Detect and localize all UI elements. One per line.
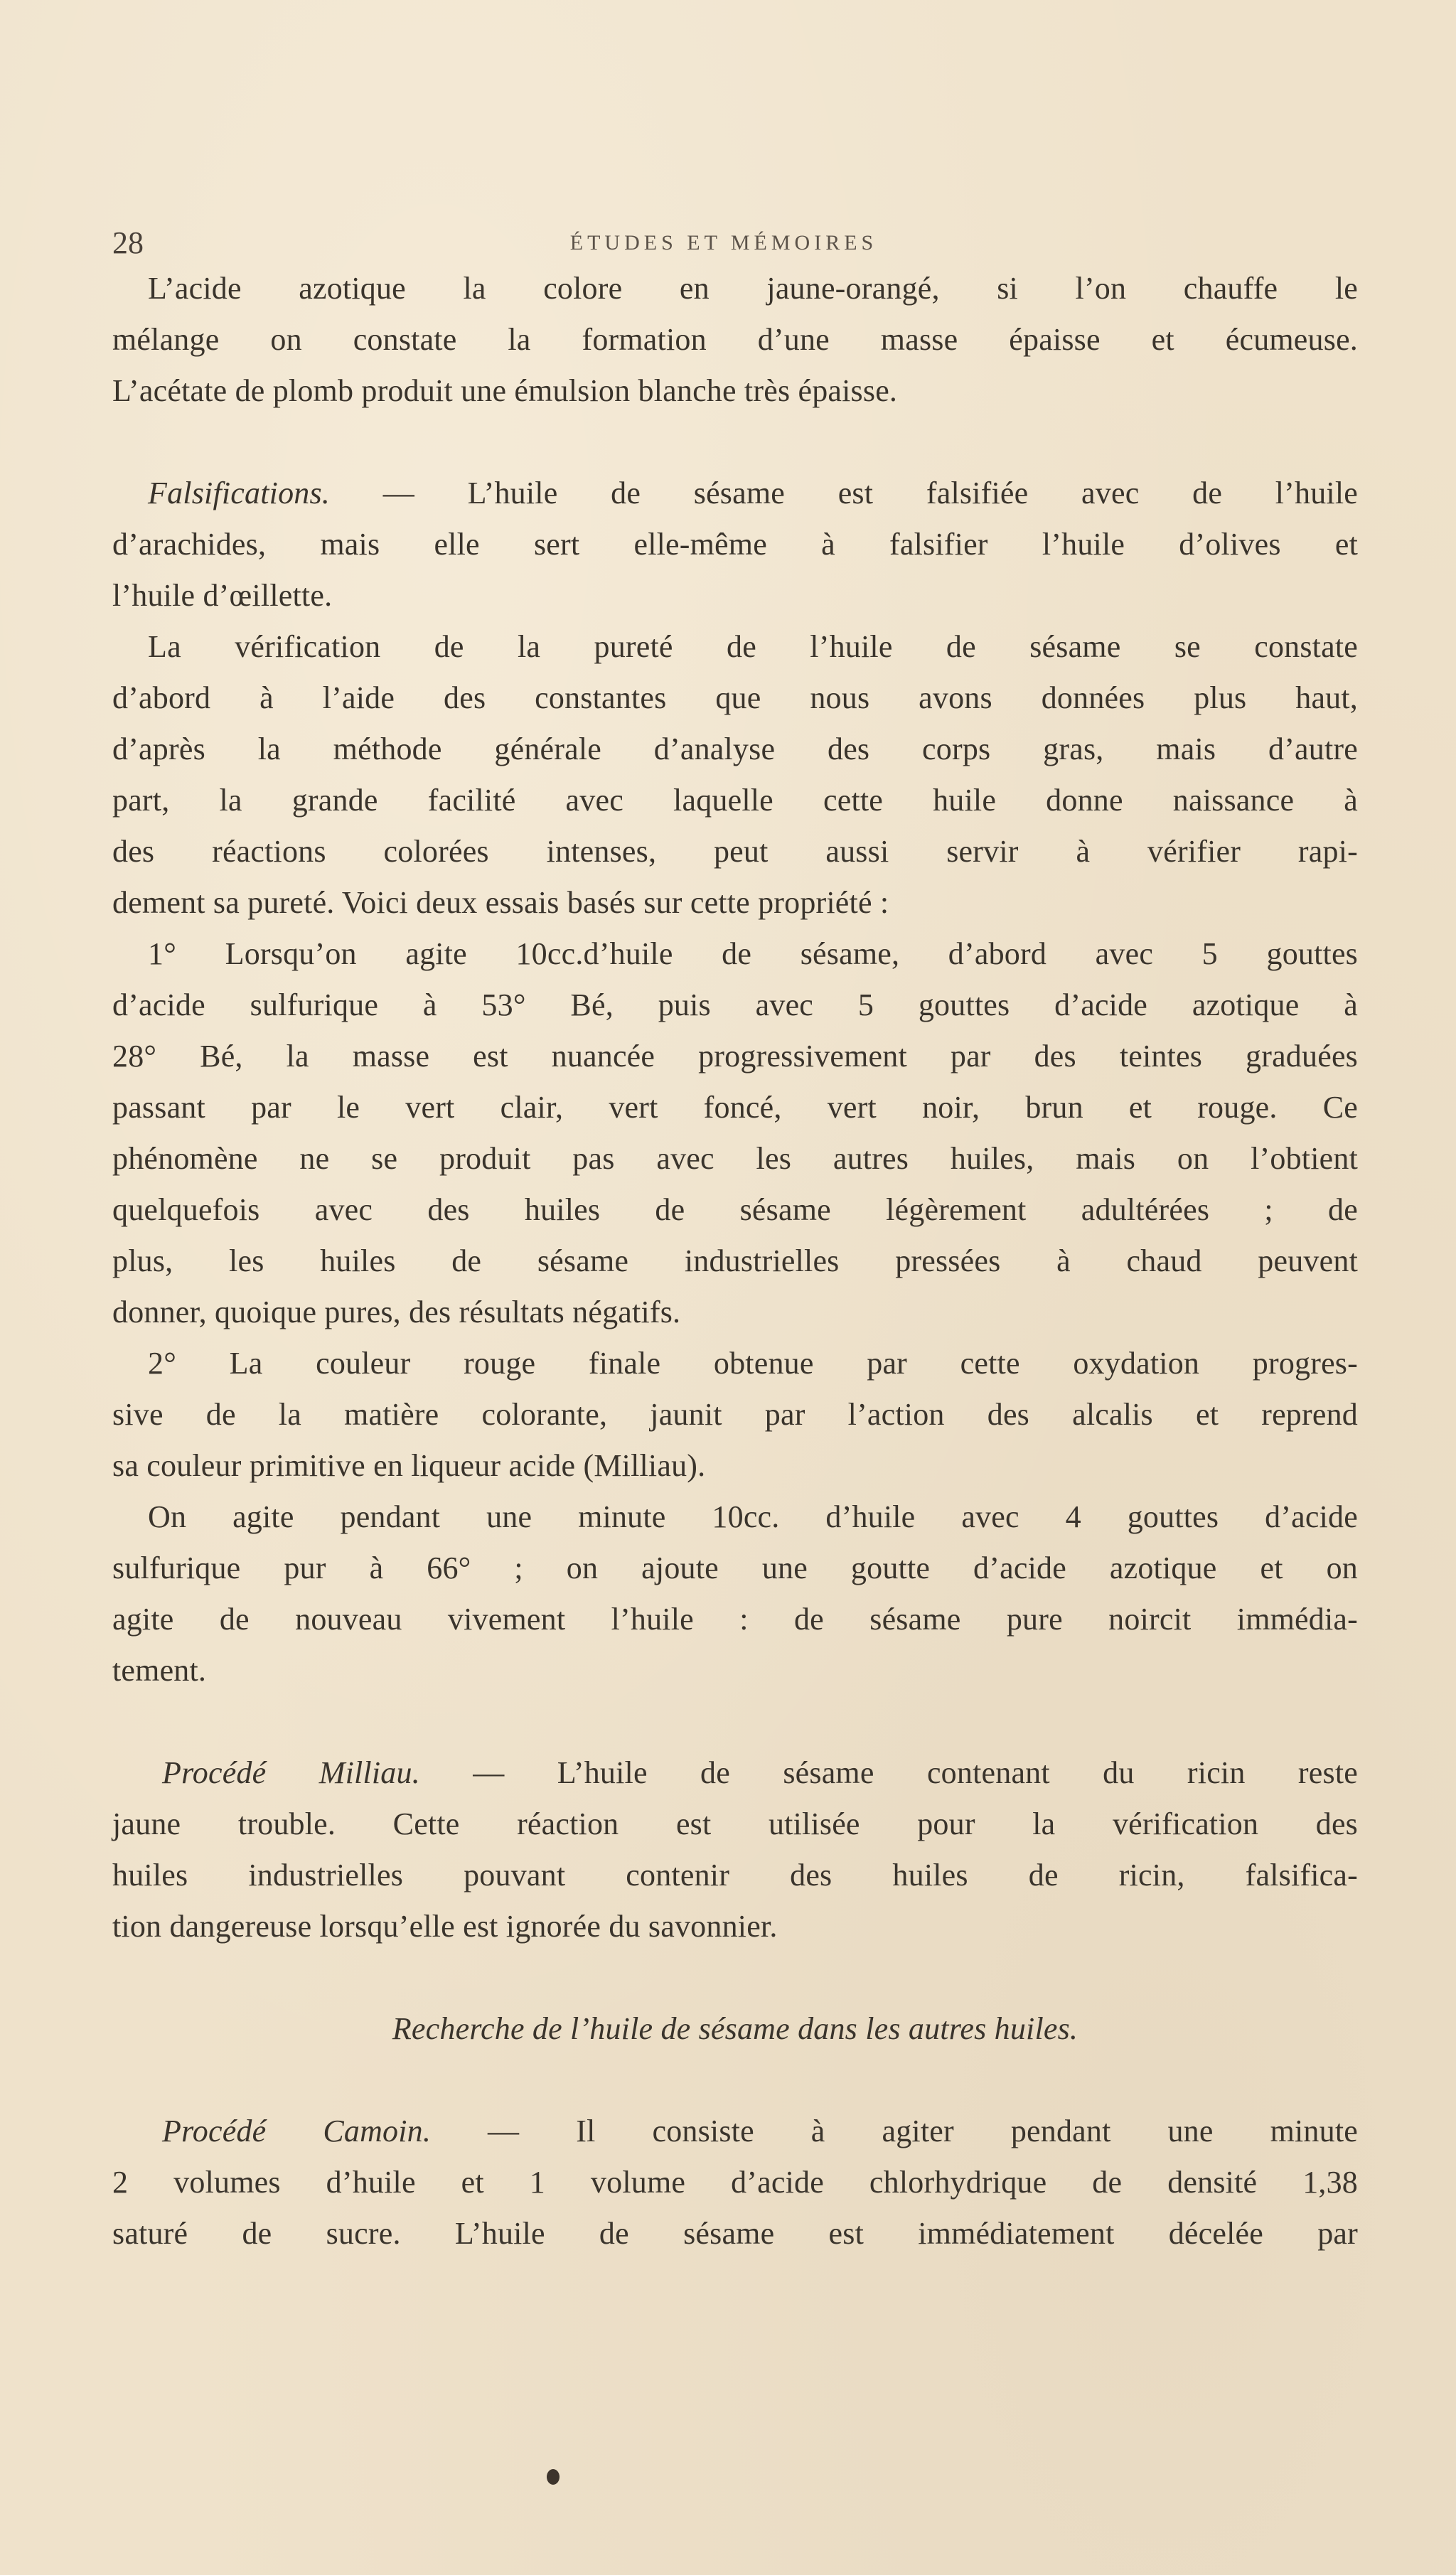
text-run: dement sa pureté. Voici deux essais basés sur cette propriété : <box>112 885 889 920</box>
text-line <box>112 1236 1358 1287</box>
text-run: sa couleur primitive en liqueur acide (Milliau). <box>112 1448 706 1483</box>
text-run: d’arachides, mais elle sert elle-même à falsifier l’huile d’olives et <box>112 527 1358 562</box>
text-line <box>112 1184 1358 1236</box>
text-run: l’huile d’œillette. <box>112 578 333 613</box>
text-run: passant par le vert clair, vert foncé, vert noir, brun et rouge. Ce <box>112 1090 1358 1125</box>
text-run: saturé de sucre. L’huile de sésame est immédiatement décelée par <box>112 2216 1358 2251</box>
text-line <box>112 928 1358 980</box>
text-run: — Il consiste à agiter pendant une minute <box>431 2114 1358 2148</box>
text-run: — L’huile de sésame contenant du ricin reste <box>419 1755 1358 1790</box>
text-run: d’après la méthode générale d’analyse des corps gras, mais d’autre <box>112 732 1358 766</box>
text-run: 28° Bé, la masse est nuancée progressivement par des teintes graduées <box>112 1039 1358 1074</box>
text-line <box>112 1031 1358 1082</box>
text-run: part, la grande facilité avec laquelle cette huile donne naissance à <box>112 783 1358 818</box>
italic-run-in-heading: Procédé Camoin. <box>162 2114 432 2148</box>
text-line <box>112 1133 1358 1184</box>
text-run: sulfurique pur à 66° ; on ajoute une goutte d’acide azotique et on <box>112 1551 1358 1585</box>
text-run: sive de la matière colorante, jaunit par l’action des alcalis et reprend <box>112 1397 1358 1432</box>
text-line <box>112 1850 1358 1901</box>
text-line <box>112 1492 1358 1543</box>
section-heading <box>112 2003 1358 2055</box>
text-line <box>112 1082 1358 1133</box>
text-run: Recherche de l’huile de sésame dans les autres huiles. <box>392 2011 1078 2046</box>
text-line <box>112 775 1358 826</box>
text-line <box>112 1594 1358 1645</box>
text-line <box>112 1901 1358 1952</box>
text-line <box>112 314 1358 365</box>
text-line <box>112 1747 1358 1799</box>
ink-spot <box>547 2469 560 2485</box>
running-header <box>112 222 1335 264</box>
text-line <box>112 1543 1358 1594</box>
text-run: La vérification de la pureté de l’huile de sésame se constate <box>148 629 1358 664</box>
paragraph-gap <box>112 2055 1358 2106</box>
text-line <box>112 2208 1358 2259</box>
text-line <box>112 519 1358 570</box>
text-run: mélange on constate la formation d’une masse épaisse et écumeuse. <box>112 322 1358 357</box>
text-run: des réactions colorées intenses, peut aussi servir à vérifier rapi- <box>112 834 1358 869</box>
text-run: tement. <box>112 1653 207 1688</box>
text-line <box>112 1389 1358 1440</box>
text-line <box>112 1338 1358 1389</box>
text-line <box>112 826 1358 877</box>
text-line <box>112 1287 1358 1338</box>
text-run: 2° La couleur rouge finale obtenue par cette oxydation progres- <box>148 1346 1358 1381</box>
text-line <box>112 2157 1358 2208</box>
text-line <box>112 263 1358 314</box>
text-line <box>112 468 1358 519</box>
text-line <box>112 1799 1358 1850</box>
text-run: donner, quoique pures, des résultats négatifs. <box>112 1295 681 1329</box>
text-line <box>112 2106 1358 2157</box>
text-run: phénomène ne se produit pas avec les autres huiles, mais on l’obtient <box>112 1141 1358 1176</box>
body-text <box>112 263 1358 2259</box>
text-run: On agite pendant une minute 10cc. d’huile avec 4 gouttes d’acide <box>148 1499 1358 1534</box>
text-line <box>112 1645 1358 1696</box>
paragraph-gap <box>112 1952 1358 2003</box>
page-number: 28 <box>112 225 144 260</box>
paragraph-gap <box>112 1696 1358 1747</box>
text-run: d’acide sulfurique à 53° Bé, puis avec 5 gouttes d’acide azotique à <box>112 987 1358 1022</box>
text-run: d’abord à l’aide des constantes que nous avons données plus haut, <box>112 680 1358 715</box>
text-run: huiles industrielles pouvant contenir des huiles de ricin, falsifica- <box>112 1858 1358 1893</box>
text-line <box>112 877 1358 928</box>
text-run: 1° Lorsqu’on agite 10cc.d’huile de sésame, d’abord avec 5 gouttes <box>148 936 1358 971</box>
text-run: L’acétate de plomb produit une émulsion blanche très épaisse. <box>112 373 898 408</box>
text-line <box>112 980 1358 1031</box>
text-run: agite de nouveau vivement l’huile : de sésame pure noircit immédia- <box>112 1602 1358 1637</box>
text-line <box>112 1440 1358 1492</box>
text-line <box>112 724 1358 775</box>
text-run: tion dangereuse lorsqu’elle est ignorée du savonnier. <box>112 1909 778 1944</box>
italic-run-in-heading: Procédé Milliau. <box>162 1755 420 1790</box>
text-run: quelquefois avec des huiles de sésame légèrement adultérées ; de <box>112 1192 1358 1227</box>
text-line <box>112 621 1358 673</box>
text-run: jaune trouble. Cette réaction est utilisée pour la vérification des <box>112 1806 1358 1841</box>
text-line <box>112 673 1358 724</box>
paragraph-gap <box>112 417 1358 468</box>
text-line <box>112 570 1358 621</box>
running-title: ÉTUDES ET MÉMOIRES <box>569 231 878 255</box>
text-run: plus, les huiles de sésame industrielles pressées à chaud peuvent <box>112 1243 1358 1278</box>
italic-run-in-heading: Falsifications. <box>148 476 330 510</box>
text-line <box>112 365 1358 417</box>
text-run: L’acide azotique la colore en jaune-orangé, si l’on chauffe le <box>148 271 1358 306</box>
text-run: 2 volumes d’huile et 1 volume d’acide chlorhydrique de densité 1,38 <box>112 2165 1358 2200</box>
text-run: — L’huile de sésame est falsifiée avec de l’huile <box>330 476 1358 510</box>
